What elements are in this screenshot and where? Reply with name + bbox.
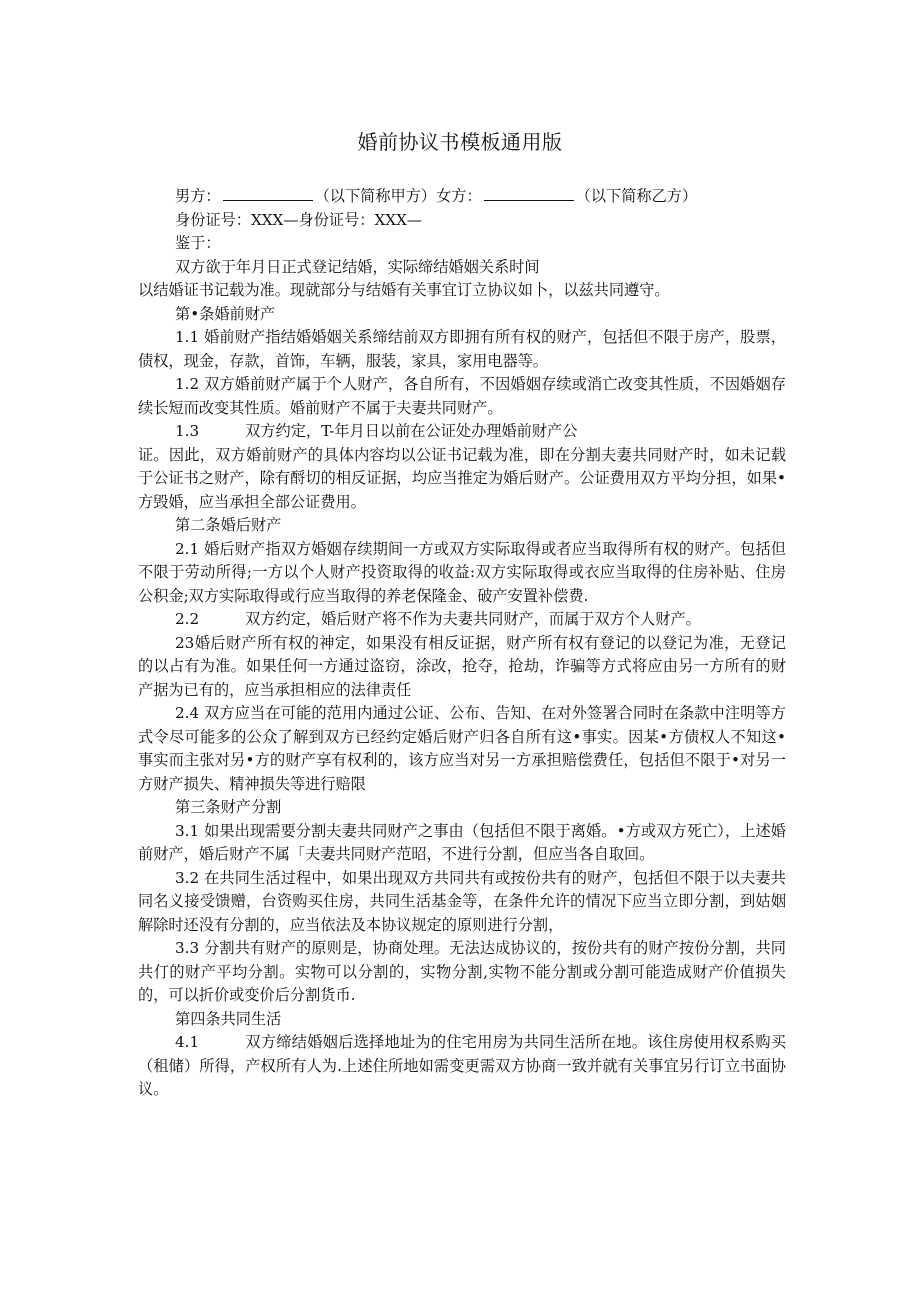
paragraph-clause-1-2: 1.2 双方婚前财产属于个人财产，各自所有，不因婚姻存续或消亡改变其性质，不因婚姻存续长短而改变其性质。婚前财产不属于夫妻共同财产。 bbox=[138, 375, 786, 417]
paragraph-clause-1-3b: 证。因此，双方婚前财产的具体内容均以公证书记载为准，即在分割夫妻共同财产时，如未记载于公证书之财产，除有酹切的相反证据，均应当推定为婚后财产。公证费用双方平均分担，如果•方毁婚，应当承担全部公证费用。 bbox=[138, 445, 786, 511]
clause-text: 双方约定，婚后财产将不作为夫妻共同财产，而属于双方个人财产。 bbox=[245, 610, 701, 628]
clause-number: 1.3 bbox=[175, 422, 200, 440]
paragraph-clause-3-3: 3.3 分割共有财产的原则是，协商处理。无法达成协议的，按份共有的财产按份分割，共同共仃的财产平均分割。实物可以分割的，实物分割,实物不能分割或分割可能造成财产价值损失的，可以折价或变价后分割货币. bbox=[138, 939, 786, 1004]
woman-note: （以下简称乙方） bbox=[575, 187, 698, 205]
paragraph-clause-2-3: 23婚后财产所有权的神定，如果没有相反证据，财产所有权有登记的以登记为准，无登记的以占有为准。如果任何一方通过盗窃，涂改，抢夺，抢劫，诈骗等方式将应由另一方所有的财产据为已有的，应当承担相应的法律责任 bbox=[138, 633, 786, 699]
man-name-blank bbox=[223, 185, 313, 201]
paragraph-whereas: 鉴于： bbox=[175, 234, 221, 252]
paragraph-clause-3-2: 3.2 在共同生活过程中，如果出现双方共同共有或按份共有的财产，包括但不限于以夫妻共同名义接受馈赠，台资购买住房，共同生活基金等，在条件允许的情况下应当立即分割，到姑姻解除时还没有分割的，应当依法及本协议规定的原则进行分割， bbox=[138, 868, 786, 934]
clause-text: 双方约定，T-年月日以前在公证处办理婚前财产公 bbox=[245, 422, 578, 440]
clause-number: 2.2 bbox=[175, 610, 200, 628]
man-note: （以下简称甲方）女方： bbox=[314, 187, 482, 205]
paragraph-clause-4-1 bbox=[138, 1031, 786, 1102]
paragraph-article-1: 第•条婚前财产 bbox=[175, 304, 276, 323]
paragraph-clause-2-1: 2.1 婚后财产指双方婚姻存续期间一方或双方实际取得或者应当取得所有权的财产。包括但不限于劳动所得;一方以个人财产投资取得的收益:双方实际取得或衣应当取得的住房补贴、住房公积金;双方实际取得或行应当取得的养老保隆金、破产安置补偿费. bbox=[138, 539, 786, 605]
document-body bbox=[138, 185, 786, 1102]
paragraph-id-line: 身份证号：XXX—身份证号：XXX— bbox=[175, 210, 423, 229]
document-title: 婚前协议书模板通用版 bbox=[357, 130, 563, 154]
paragraph-clause-1-1: 1.1 婚前财产指结婚婚姻关系缔结前双方即拥有所有权的财产，包括但不限于房产，股票，债权，现金，存款，首饰，车辆，服装，家具，家用电器等。 bbox=[138, 328, 786, 370]
clause-number: 4.1 bbox=[175, 1033, 200, 1051]
paragraph-article-4: 第四条共同生活 bbox=[175, 1009, 282, 1028]
paragraph-clause-2-2 bbox=[138, 608, 786, 632]
paragraph-clause-2-4: 2.4 双方应当在可能的范用内通过公证、公布、告知、在对外签署合同时在条款中注明等方式令尽可能多的公众了解到双方已经约定婚后财产归各自所有这•事实。因某•方债权人不知这•事实而主张对另•方的财产享有权利的，该方应当对另一方承担赔偿费任，包括但不限于•对另一方财产损失、精神损失等进行赔限 bbox=[138, 704, 786, 793]
paragraph-article-2: 第二条婚后财产 bbox=[175, 516, 282, 534]
man-label: 男方： bbox=[175, 187, 221, 205]
paragraph-intro-1: 双方欲于年月日正式登记结婚，实际缔结婚姻关系时间 bbox=[175, 257, 540, 276]
paragraph-intro-2: 以结婚证书记载为准。现就部分与结婚有关事宜订立协议如卜，以兹共同遵守。 bbox=[138, 281, 670, 299]
paragraph-article-3: 第三条财产分割 bbox=[175, 798, 282, 816]
paragraph-clause-3-1: 3.1 如果出现需要分割夫妻共同财产之事由（包括但不限于离婚。•方或双方死亡），上述婚前财产，婚后财产不属「夫妻共同财产范昭，不进行分割，但应当各自取回。 bbox=[138, 821, 786, 863]
paragraph-clause-1-3a bbox=[138, 420, 786, 444]
clause-text: 双方缔结婚姻后选择地址为的住宅用房为共同生活所在地。该住房使用权系购买（租储）所得，产权所有人为.上述住所地如需变更需双方协商一致并就有关事宜另行订立书面协议。 bbox=[138, 1033, 786, 1098]
woman-name-blank bbox=[484, 185, 574, 201]
paragraph-parties bbox=[138, 185, 786, 209]
